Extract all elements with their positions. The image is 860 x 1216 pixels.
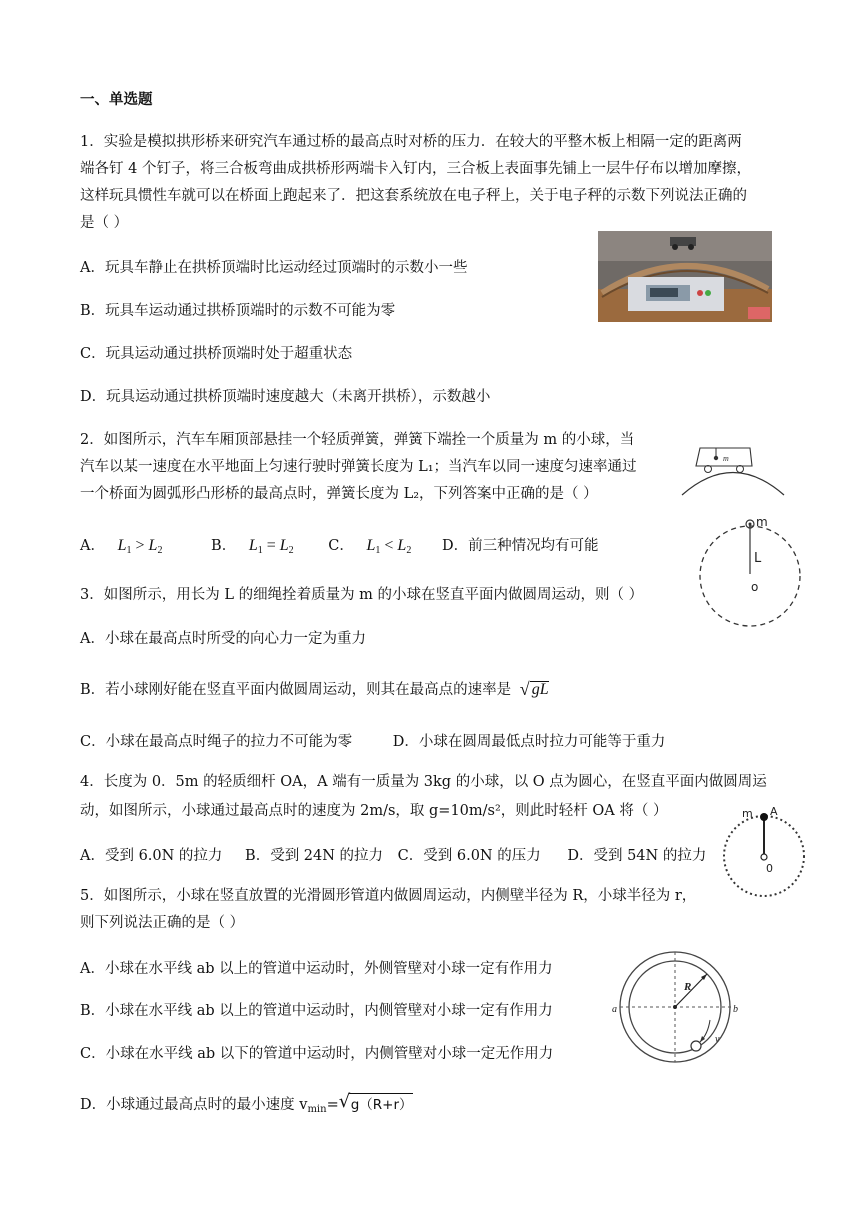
q3-option-b: B．若小球刚好能在竖直平面内做圆周运动，则其在最高点的速率是 √ gL	[80, 679, 549, 699]
car-on-bridge-figure	[678, 440, 788, 500]
toy-bridge-photo	[598, 231, 772, 322]
q5-line-1: 5．如图所示，小球在竖直放置的光滑圆形管道内做圆周运动，内侧壁半径为 R，小球半径为 r，	[80, 888, 697, 904]
rope-ball-label: m	[756, 515, 768, 529]
q3-line-1: 3．如图所示，用长为 L 的细绳拴着质量为 m 的小球在竖直平面内做圆周运动，则（ ）	[80, 587, 644, 603]
rod-mass-label: m	[742, 807, 753, 820]
rope-length-label: L	[754, 551, 762, 566]
tube-velocity-label: v	[715, 1034, 720, 1045]
q5-option-a: A．小球在水平线 ab 以上的管道中运动时，外侧管壁对小球一定有作用力	[80, 961, 553, 977]
tube-point-a-label: a	[612, 1004, 617, 1015]
q1-option-c: C．玩具运动通过拱桥顶端时处于超重状态	[80, 346, 353, 362]
rod-end-label: A	[770, 805, 778, 818]
section-title: 一、单选题	[80, 92, 153, 108]
q5-sqrt-expr: g（R+r）	[350, 1097, 413, 1113]
q2-line-1: 2．如图所示，汽车车厢顶部悬挂一个轻质弹簧，弹簧下端拴一个质量为 m 的小球，当	[80, 432, 635, 448]
q5-line-2: 则下列说法正确的是（ ）	[80, 915, 245, 931]
q1-line-2: 端各钉 4 个钉子，将三合板弯曲成拱桥形两端卡入钉内，三合板上表面事先铺上一层牛仔布以增加摩擦，	[80, 161, 751, 177]
rope-center-label: o	[751, 580, 759, 594]
q1-option-d: D．玩具运动通过拱桥顶端时速度越大（未离开拱桥），示数越小	[80, 389, 491, 405]
q3-sqrt-expr: gL	[531, 681, 549, 698]
q5-option-c: C．小球在水平线 ab 以下的管道中运动时，内侧管壁对小球一定无作用力	[80, 1046, 554, 1062]
tube-point-b-label: b	[733, 1004, 738, 1015]
rope-circle-figure	[694, 512, 804, 628]
q4-option-d: D．受到 54N 的拉力	[567, 848, 707, 864]
q3-options-cd	[80, 730, 665, 751]
q3-option-a: A．小球在最高点时所受的向心力一定为重力	[80, 631, 366, 647]
tube-radius-label: R	[684, 981, 692, 993]
q1-line-1: 1．实验是模拟拱形桥来研究汽车通过桥的最高点时对桥的压力．在较大的平整木板上相隔一定的距离两	[80, 134, 742, 150]
q2-option-c-label: C．	[328, 538, 354, 554]
q2-options: A． $L_1 > L_2$ B． $L_1 = L_2$ C． $L_1 < L_2$ D．前三种情况均有可能	[80, 537, 599, 556]
q4-option-b: B．受到 24N 的拉力	[245, 848, 384, 864]
q1-option-b: B．玩具车运动通过拱桥顶端时的示数不可能为零	[80, 303, 396, 319]
q2-option-b-label: B．	[211, 538, 237, 554]
q1-option-a: A．玩具车静止在拱桥顶端时比运动经过顶端时的示数小一些	[80, 260, 468, 276]
rod-center-label: 0	[766, 862, 773, 875]
q2-line-2: 汽车以某一速度在水平地面上匀速行驶时弹簧长度为 L₁；当汽车以同一速度匀速率通过	[80, 459, 637, 475]
q5-option-d: D．小球通过最高点时的最小速度 $v_{min}=$ √ g（R+r）	[80, 1091, 413, 1115]
q3-option-d: D．小球在圆周最低点时拉力可能等于重力	[392, 734, 666, 750]
tube-circle-figure	[612, 950, 742, 1066]
q1-line-4: 是（ ）	[80, 215, 129, 231]
rod-circle-figure	[718, 800, 818, 900]
q4-option-a: A．受到 6.0N 的拉力	[80, 848, 223, 864]
q4-option-c: C．受到 6.0N 的压力	[397, 848, 541, 864]
q4-line-1: 4．长度为 0．5m 的轻质细杆 OA，A 端有一质量为 3kg 的小球，以 O 点为圆心，在竖直平面内做圆周运	[80, 774, 767, 790]
q5-option-b: B．小球在水平线 ab 以上的管道中运动时，内侧管壁对小球一定有作用力	[80, 1003, 553, 1019]
q2-option-d: D．前三种情况均有可能	[441, 538, 599, 554]
q2-line-3: 一个桥面为圆弧形凸形桥的最高点时，弹簧长度为 L₂，下列答案中正确的是（ ）	[80, 486, 598, 502]
q1-line-3: 这样玩具惯性车就可以在桥面上跑起来了．把这套系统放在电子秤上，关于电子秤的示数下列说法正确的	[80, 188, 747, 204]
car-ball-label: m	[723, 454, 729, 463]
q3-option-c: C．小球在最高点时绳子的拉力不可能为零	[80, 734, 353, 750]
q2-option-a-label: A．	[80, 538, 105, 554]
q4-options	[80, 844, 706, 865]
q4-line-2: 动，如图所示，小球通过最高点时的速度为 2m/s，取 g=10m/s²，则此时轻杆 OA 将（ ）	[80, 803, 668, 819]
